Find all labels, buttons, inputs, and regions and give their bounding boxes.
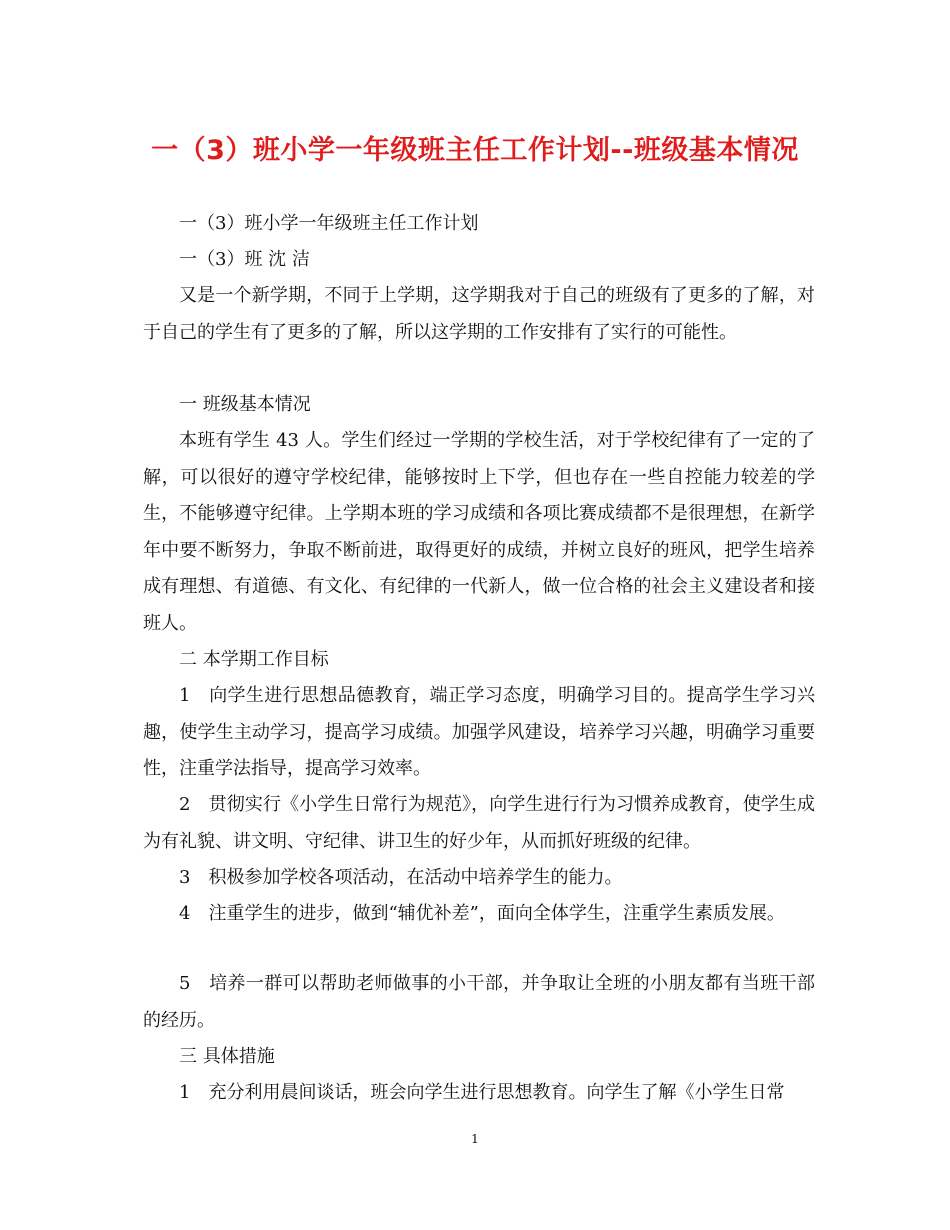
intro-paragraph: 又是一个新学期，不同于上学期，这学期我对于自己的班级有了更多的了解，对于自己的学生有了更多的了解，所以这学期的工作安排有了实行的可能性。 (143, 285, 815, 343)
section-heading-2: 二 本学期工作目标 (179, 649, 329, 670)
goal-item-3: 3 积极参加学校各项活动，在活动中培养学生的能力。 (179, 867, 623, 888)
section-heading-3: 三 具体措施 (179, 1046, 275, 1067)
goal-item-5: 5 培养一群可以帮助老师做事的小干部，并争取让全班的小朋友都有当班干部的经历。 (143, 973, 815, 1031)
document-title: 一（3）班小学一年级班主任工作计划--班级基本情况 (151, 135, 799, 166)
goal-item-2: 2 贯彻实行《小学生日常行为规范》，向学生进行行为习惯养成教育，使学生成为有礼貌、讲文明、守纪律、讲卫生的好少年，从而抓好班级的纪律。 (143, 794, 815, 852)
section-heading-1: 一 班级基本情况 (179, 394, 311, 415)
goal-item-1: 1 向学生进行思想品德教育，端正学习态度，明确学习目的。提高学生学习兴趣，使学生主动学习，提高学习成绩。加强学风建设，培养学习兴趣，明确学习重要性，注重学法指导，提高学习效率。 (143, 685, 815, 779)
author-line: 一（3）班 沈 洁 (179, 249, 310, 270)
class-situation-paragraph: 本班有学生 43 人。学生们经过一学期的学校生活，对于学校纪律有了一定的了解，可以很好的遵守学校纪律，能够按时上下学，但也存在一些自控能力较差的学生，不能够遵守纪律。上学期本班的学习成绩和各项比赛成绩都不是很理想，在新学年中要不断努力，争取不断前进，取得更好的成绩，并树立良好的班风，把学生培养成有理想、有道德、有文化、有纪律的一代新人，做一位合格的社会主义建设者和接班人。 (143, 430, 815, 634)
measure-item-1: 1 充分利用晨间谈话，班会向学生进行思想教育。向学生了解《小学生日常 (179, 1082, 785, 1103)
subtitle-line: 一（3）班小学一年级班主任工作计划 (179, 213, 479, 234)
page-number: 1 (471, 1132, 479, 1146)
goal-item-4: 4 注重学生的进步，做到“辅优补差”，面向全体学生，注重学生素质发展。 (179, 903, 785, 924)
